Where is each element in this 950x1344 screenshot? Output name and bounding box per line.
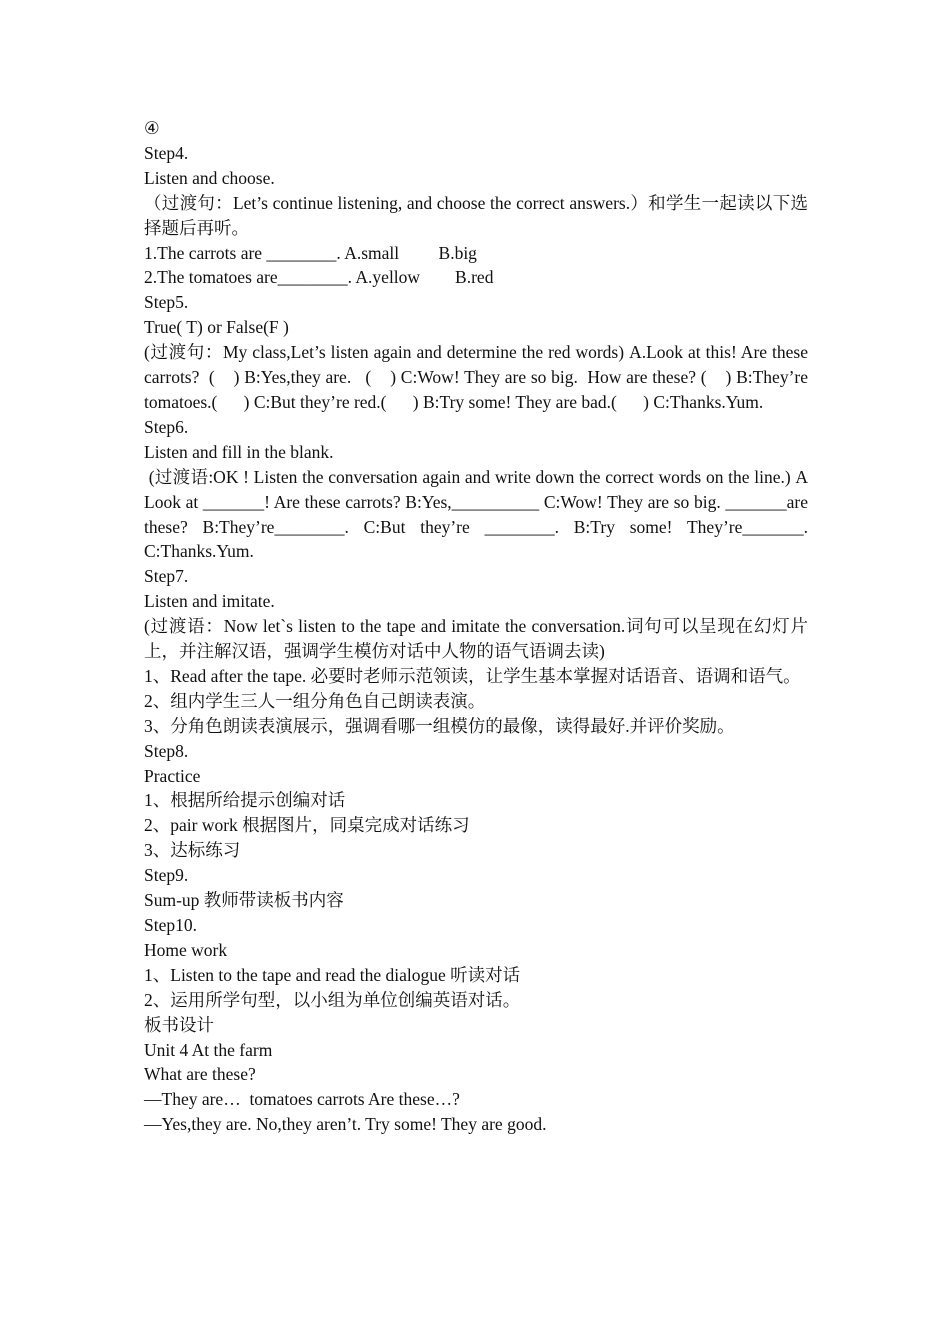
step10-item-2: 2、运用所学句型，以小组为单位创编英语对话。 [144,989,521,1010]
step7-heading: Listen and imitate. [144,591,275,612]
step6-transition: (过渡语:OK ! Listen the conversation again and write down the correct words on the line.) A Look at _______! Are these carrots? B:Yes,__________ C:Wow! They are so big. _______are these? B:They’re________. C:But they’re ________. B:Try some! They’re_______. C:Thanks.Yum. [144,466,813,562]
step8-heading: Practice [144,765,201,786]
board-unit-title: Unit 4 At the farm [144,1039,273,1060]
question-2: 2.The tomatoes are________. A.yellow B.red [144,267,494,288]
question-1: 1.The carrots are ________. A.small B.big [144,242,477,263]
step5-heading: True( T) or False(F ) [144,317,289,338]
step4-heading: Listen and choose. [144,167,275,188]
step5-title: Step5. [144,292,189,313]
board-design-title: 板书设计 [144,1014,214,1035]
step8-item-2: 2、pair work 根据图片，同桌完成对话练习 [144,815,470,836]
step9-title: Step9. [144,865,189,886]
step10-heading: Home work [144,939,228,960]
step8-item-1: 1、根据所给提示创编对话 [144,790,346,811]
board-answer-2: —Yes,they are. No,they aren’t. Try some! They are good. [144,1114,547,1135]
step7-item-2: 2、组内学生三人一组分角色自己朗读表演。 [144,690,486,711]
step8-title: Step8. [144,740,189,761]
step7-title: Step7. [144,566,189,587]
circled-number-marker: ④ [144,118,160,138]
step10-title: Step10. [144,915,197,935]
step7-transition: (过渡语：Now let`s listen to the tape and imitate the conversation.词句可以呈现在幻灯片上，并注解汉语，强调学生模仿对话中人物的语气语调去读) [144,616,808,662]
step10-item-1: 1、Listen to the tape and read the dialogue 听读对话 [144,964,521,985]
step9-line: Sum-up 教师带读板书内容 [144,890,344,911]
board-answer-1: —They are… tomatoes carrots Are these…? [144,1089,460,1110]
step4-transition: （过渡句：Let’s continue listening, and choose the correct answers.）和学生一起读以下选择题后再听。 [144,192,808,238]
step4-title: Step4. [144,142,189,163]
document-page [144,116,813,1137]
step7-item-3: 3、分角色朗读表演展示，强调看哪一组模仿的最像，读得最好.并评价奖励。 [144,715,735,736]
step7-item-1: 1、Read after the tape. 必要时老师示范领读，让学生基本掌握对话语音、语调和语气。 [144,665,801,686]
step5-transition: (过渡句：My class,Let’s listen again and determine the red words) A.Look at this! Are these carrots? ( ) B:Yes,they are. ( ) C:Wow! They are so big. How are these? ( ) B:They’re tomatoes.( ) C:But they’re red.( ) B:Try some! They are bad.( ) C:Thanks.Yum. [144,342,813,412]
board-question: What are these? [144,1064,256,1085]
step6-title: Step6. [144,416,189,437]
step8-item-3: 3、达标练习 [144,840,241,861]
step6-heading: Listen and fill in the blank. [144,441,334,462]
